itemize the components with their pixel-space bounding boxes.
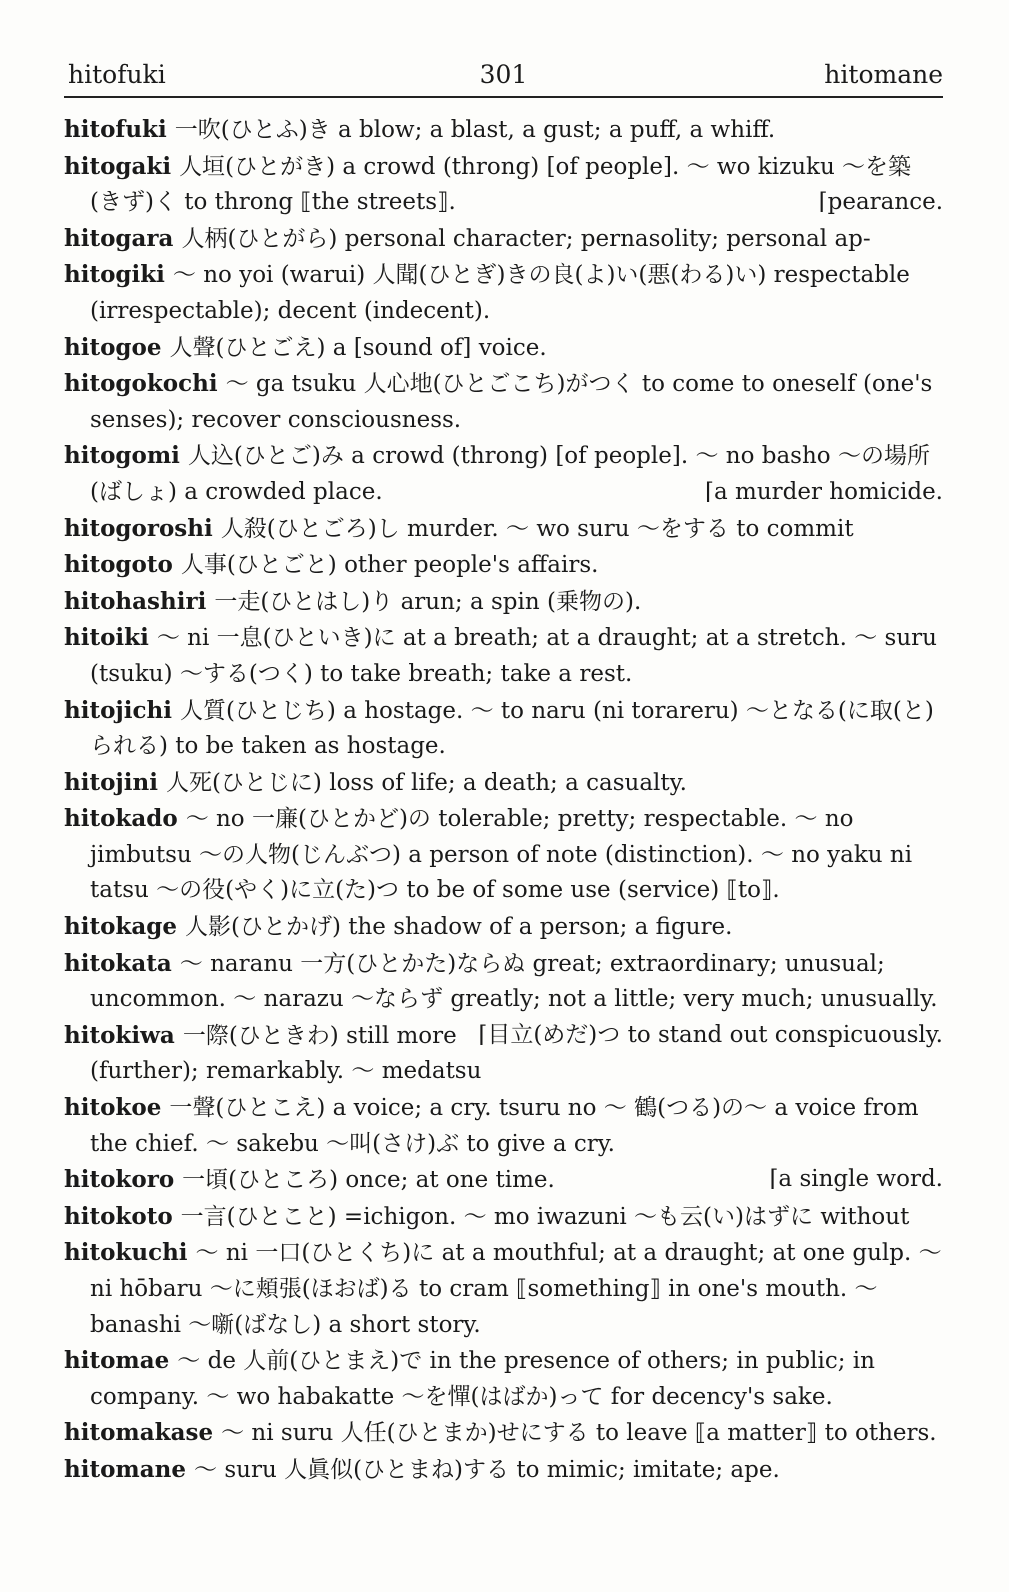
definition: 人込(ひとご)み a crowd (throng) [of people]. ～ no basho ～の場所(ばしょ) a crowded place. (90, 443, 930, 505)
headword: hitojichi (64, 696, 172, 724)
entry-list (64, 112, 943, 1489)
headword: hitokoro (64, 1166, 175, 1194)
dictionary-entry (64, 257, 943, 329)
definition: ～ ni 一息(ひといき)に at a breath; at a draught; at a stretch. ～ suru (tsuku) ～する(つく) to take breath; take a rest. (90, 625, 937, 687)
definition: ～ suru 人眞似(ひとまね)する to mimic; imitate; ape. (194, 1456, 780, 1483)
dictionary-entry (64, 1199, 943, 1236)
headword: hitogaki (64, 152, 172, 180)
headword: hitohashiri (64, 587, 207, 615)
headword: hitomakase (64, 1419, 214, 1447)
header-last-word: hitomane (824, 60, 943, 89)
definition: 一際(ひときわ) still more (further); remarkably. ～ medatsu (90, 1022, 482, 1085)
headword: hitokata (64, 949, 172, 977)
definition: 一言(ひとこと) =ichigon. ～ mo iwazuni ～も云(い)はずに without (180, 1203, 910, 1230)
dictionary-entry (64, 330, 943, 367)
definition: 人影(ひとかげ) the shadow of a person; a figure. (184, 914, 733, 941)
headword: hitogomi (64, 442, 180, 470)
headword: hitokiwa (64, 1021, 175, 1049)
definition: ～ no 一廉(ひとかど)の tolerable; pretty; respectable. ～ no jimbutsu ～の人物(じんぶつ) a person of note (distinction). ～ no yaku ni tatsu ～の役(やく)に立(た)つ to be of some use (service) ⟦to⟧. (90, 806, 913, 904)
dictionary-entry (64, 1018, 943, 1090)
dictionary-entry (64, 511, 943, 548)
dictionary-entry (64, 1452, 943, 1489)
continuation-fragment: ⌈pearance. (818, 189, 943, 216)
dictionary-entry (64, 1415, 943, 1452)
headword: hitogokochi (64, 370, 218, 398)
dictionary-entry (64, 909, 943, 946)
definition: 人垣(ひとがき) a crowd (throng) [of people]. ～ wo kizuku ～を築(きず)く to throng ⟦the streets⟧. (90, 153, 912, 216)
continuation-fragment: ⌈目立(めだ)つ to stand out conspicuously. (478, 1021, 943, 1048)
headword: hitogoroshi (64, 514, 213, 542)
dictionary-entry (64, 1090, 943, 1162)
definition: 人殺(ひとごろ)し murder. ～ wo suru ～をする to commit (220, 515, 854, 542)
definition: 人質(ひとじち) a hostage. ～ to naru (ni torareru) ～となる(に取(と)られる) to be taken as hostage. (90, 697, 934, 760)
definition: ～ naranu 一方(ひとかた)ならぬ great; extraordinary; unusual; uncommon. ～ narazu ～ならず greatly; not a little; very much; unusually. (90, 950, 938, 1013)
definition: 人柄(ひとがら) personal character; pernasolity; personal ap- (181, 225, 871, 252)
dictionary-entry (64, 1235, 943, 1343)
dictionary-entry (64, 438, 943, 510)
definition: ～ no yoi (warui) 人聞(ひとぎ)きの良(よ)い(悪(わる)い) respectable (irrespectable); decent (indecent). (90, 262, 910, 324)
definition: 人聲(ひとごえ) a [sound of] voice. (169, 334, 547, 361)
header-first-word: hitofuki (68, 60, 166, 89)
dictionary-entry (64, 801, 943, 909)
dictionary-entry (64, 1162, 943, 1199)
dictionary-entry (64, 547, 943, 584)
headword: hitogoto (64, 551, 173, 579)
dictionary-entry (64, 620, 943, 692)
definition: ～ ni 一口(ひとくち)に at a mouthful; at a draught; at one gulp. ～ ni hōbaru ～に頬張(ほおば)る to cram ⟦something⟧ in one's mouth. ～ banashi ～噺(ばなし) a short story. (90, 1240, 942, 1338)
definition: 一頃(ひところ) once; at one time. (182, 1167, 555, 1194)
page-header (64, 56, 943, 98)
dictionary-entry (64, 584, 943, 621)
definition: ～ de 人前(ひとまえ)で in the presence of others; in public; in company. ～ wo habakatte ～を憚(はばか)って for decency's sake. (90, 1348, 875, 1410)
dictionary-entry (64, 112, 943, 149)
headword: hitoiki (64, 624, 149, 652)
dictionary-entry (64, 149, 943, 221)
continuation-fragment: ⌈a single word. (769, 1166, 943, 1193)
headword: hitojini (64, 768, 158, 796)
headword: hitokoe (64, 1094, 162, 1122)
definition: 一吹(ひとふ)き a blow; a blast, a gust; a puff, a whiff. (174, 117, 776, 143)
headword: hitogoe (64, 333, 162, 361)
definition: ～ ga tsuku 人心地(ひとごこち)がつく to come to oneself (one's senses); recover consciousness. (90, 371, 933, 433)
definition: 人事(ひとごと) other people's affairs. (180, 552, 599, 579)
dictionary-entry (64, 1343, 943, 1415)
headword: hitomane (64, 1455, 187, 1483)
dictionary-entry (64, 693, 943, 765)
headword: hitokage (64, 913, 177, 941)
headword: hitogiki (64, 261, 165, 289)
headword: hitokado (64, 805, 178, 833)
page-number: 301 (479, 60, 528, 89)
headword: hitogara (64, 224, 174, 252)
definition: ～ ni suru 人任(ひとまか)せにする to leave ⟦a matter⟧ to others. (221, 1420, 937, 1447)
dictionary-entry (64, 765, 943, 802)
headword: hitofuki (64, 116, 167, 143)
headword: hitokoto (64, 1202, 173, 1230)
definition: 人死(ひとじに) loss of life; a death; a casualty. (165, 769, 687, 796)
definition: 一聲(ひとこえ) a voice; a cry. tsuru no ～ 鶴(つる)の～ a voice from the chief. ～ sakebu ～叫(さけ)ぶ to give a cry. (90, 1095, 919, 1157)
continuation-fragment: ⌈a murder homicide. (705, 478, 943, 505)
dictionary-entry (64, 221, 943, 258)
dictionary-entry (64, 366, 943, 438)
headword: hitomae (64, 1347, 170, 1375)
headword: hitokuchi (64, 1239, 188, 1267)
definition: 一走(ひとはし)り arun; a spin (乗物の). (214, 588, 642, 615)
